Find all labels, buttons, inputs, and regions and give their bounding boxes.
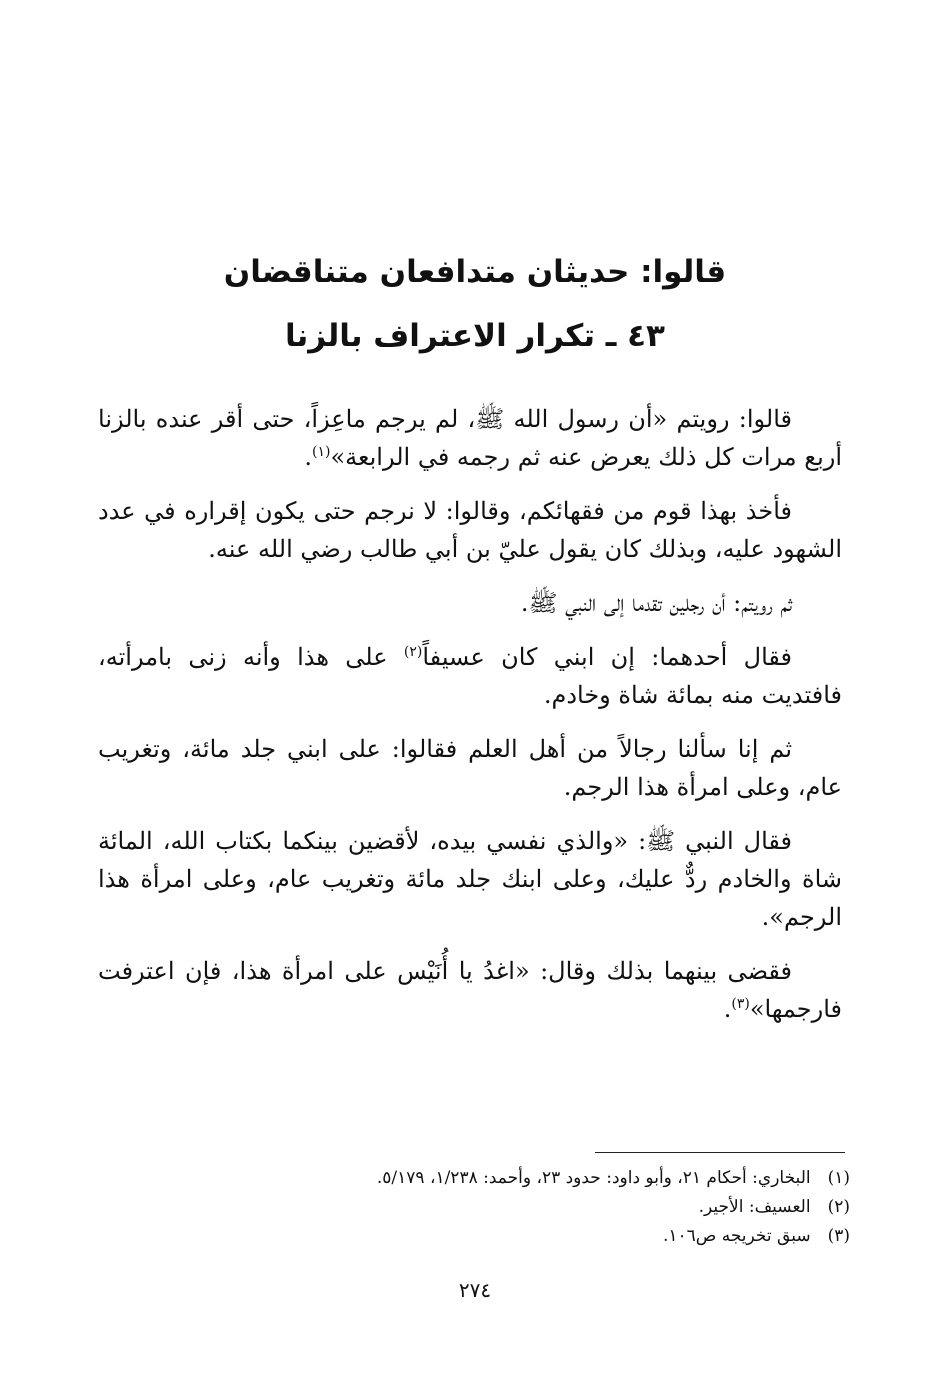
footnote-text: البخاري: أحكام ٢١، وأبو داود: حدود ٢٣، وأحمد: ١/٢٣٨، ٥/١٧٩. — [376, 1168, 811, 1188]
paragraph-text: فقال أحدهما: إن ابني كان عسيفاً — [422, 643, 792, 671]
paragraph-text: قالوا: رويتم «أن رسول الله ﷺ، لم يرجم ماعِزاً، حتى أقر عنده بالزنا أربع مرات كل ذلك يعرض عنه ثم رجمه في الرابعة» — [98, 405, 842, 471]
paragraph-tail: . — [723, 995, 732, 1023]
footnote-text: العسيف: الأجير. — [698, 1197, 811, 1217]
footnote-ref-2: (٢) — [403, 644, 423, 660]
footnote-text: سبق تخريجه ص١٠٦. — [662, 1226, 811, 1246]
footnote-number: (٣) — [827, 1226, 850, 1246]
footnote-ref-3: (٣) — [731, 996, 750, 1012]
footnote-3 — [160, 1222, 850, 1251]
section-title: ٤٣ ـ تكرار الاعتراف بالزنا — [285, 318, 665, 354]
paragraph-6 — [98, 822, 842, 936]
chapter-heading — [100, 240, 850, 368]
paragraph-7 — [98, 952, 842, 1028]
main-title: قالوا: حديثان متدافعان متناقضان — [223, 254, 727, 290]
paragraph-text: فأخذ بهذا قوم من فقهائكم، وقالوا: لا نرجم حتى يكون إقراره في عدد الشهود عليه، وبذلك كان يقول عليّ بن أبي طالب رضي الله عنه. — [98, 497, 842, 563]
footnotes — [160, 1164, 850, 1251]
paragraph-text: فقضى بينهما بذلك وقال: «اغدُ يا أُنَيْس على امرأة هذا، فإن اعترفت فارجمها» — [98, 957, 842, 1023]
paragraph-text: فقال النبي ﷺ: «والذي نفسي بيده، لأقضين بينكما بكتاب الله، المائة شاة والخادم ردٌّ عليك، وعلى ابنك جلد مائة وتغريب عام، وعلى امرأة هذا الرجم». — [98, 827, 842, 931]
body-text — [98, 400, 842, 1044]
footnote-number: (٢) — [827, 1197, 850, 1217]
paragraph-1 — [98, 400, 842, 476]
footnote-1 — [160, 1164, 850, 1193]
paragraph-tail: على هذا وأنه زنى بامرأته، فافتديت منه بمائة شاة وخادم. — [98, 643, 842, 709]
page-number: ٢٧٤ — [458, 1278, 492, 1302]
paragraph-text: ثم إنا سألنا رجالاً من أهل العلم فقالوا: على ابني جلد مائة، وتغريب عام، وعلى امرأة هذا الرجم. — [98, 735, 842, 801]
footnote-number: (١) — [827, 1168, 850, 1188]
footnote-divider — [595, 1152, 845, 1153]
paragraph-5 — [98, 730, 842, 806]
paragraph-4 — [98, 638, 842, 714]
paragraph-tail: . — [304, 443, 313, 471]
paragraph-text: ثم رويتم: أن رجلين تقدما إلى النبي ﷺ. — [520, 589, 792, 617]
footnote-ref-1: (١) — [312, 444, 331, 460]
footnote-2 — [160, 1193, 850, 1222]
paragraph-3 — [98, 584, 842, 622]
paragraph-2 — [98, 492, 842, 568]
